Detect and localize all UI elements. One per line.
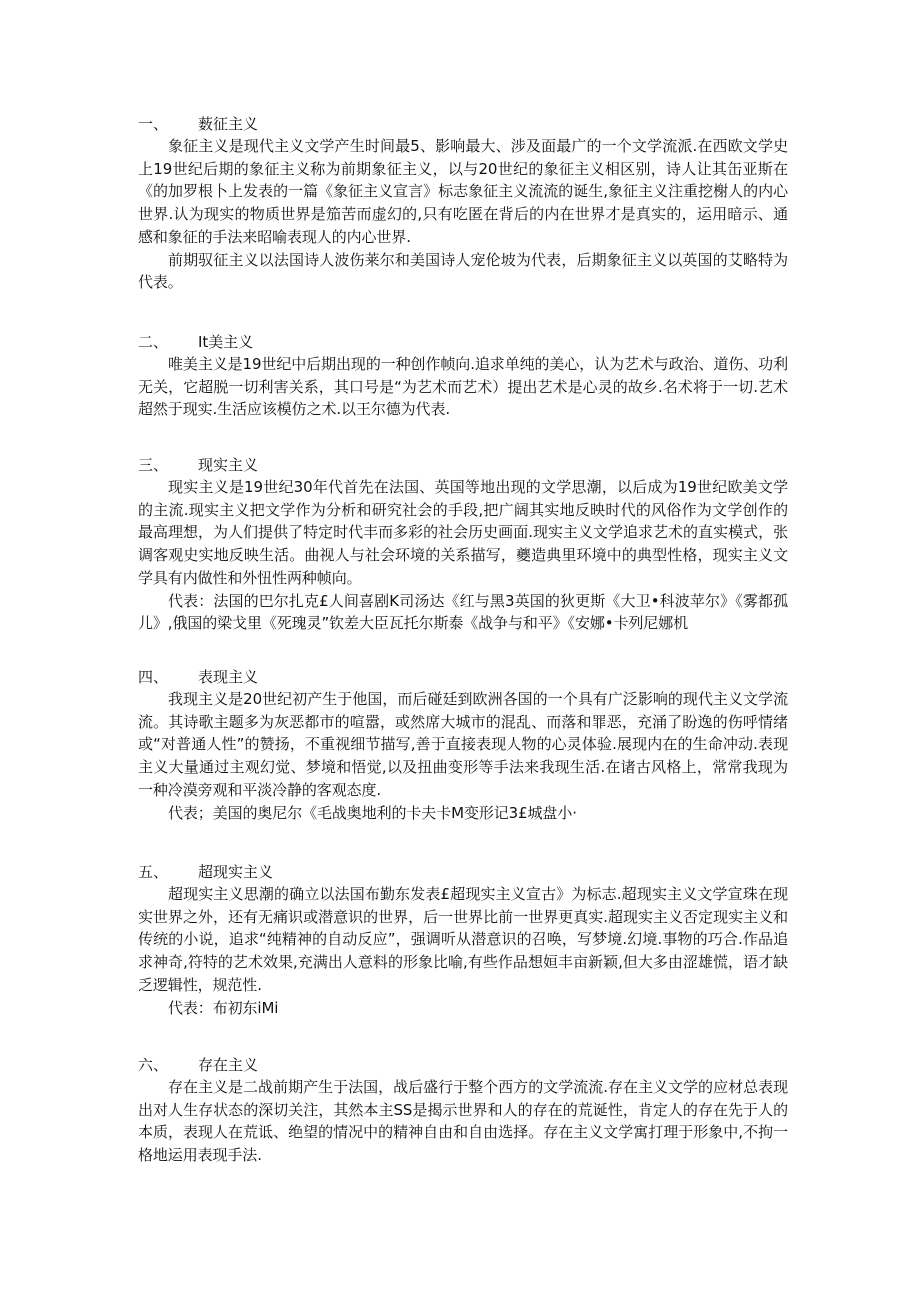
paragraph: 代表；美国的奥尼尔《毛战奥地利的卡夫卡M变形记3£城盘小· [168,803,577,822]
paragraph: 前期驭征主义以法国诗人波伤莱尔和美国诗人宠伦坡为代表，后期象征主义以英国的艾略特为代表。 [138,250,788,292]
section-title: 现实主义 [198,456,259,474]
paragraph: 存在主义是二战前期产生于法国，战后盛行于整个西方的文学流流.存在主义文学的应材总表现出对人生存状态的深切关注，其然本主SS是揭示世界和人的存在的荒诞性，肯定人的存在先于人的本质，表现人在荒诋、绝望的情况中的精神自由和自由选择。存在主义文学寓打理于形象中,不拘一格地运用表现手法. [138,1078,788,1165]
section-heading [138,666,788,688]
section-heading [138,861,788,883]
paragraph: 我现主义是20世纪初产生于他国，而后碰廷到欧洲各国的一个具有广泛影响的现代主义文学流流。其诗歌主题多为灰恶都市的喧嚣，或然席大城市的混乱、而落和罪恶，充涌了盼逸的伤呼情绪或“对普通人性”的赞扬，不重视细节描写,善于直接表现人物的心灵体验.展现内在的生命冲动.表现主义大量通过主观幻觉、梦境和悟觉,以及扭曲变形等手法来我现生活.在诸古风格上，常常我现为一种冷漠旁观和平淡冷静的客观态度. [138,690,788,799]
paragraph: 代表：法国的巴尔扎克£人间喜剧K司汤达《红与黑3英国的狄更斯《大卫•科波苹尔》《雾都孤儿》,俄国的梁戈里《死瑰灵”钦差大臣瓦托尔斯泰《战争与和平》《安娜•卡列尼娜机 [138,591,788,633]
section-aestheticism [138,331,788,421]
section-number: 五、 [138,863,169,881]
section-number: 二、 [138,333,169,351]
section-number: 一、 [138,115,169,133]
section-existentialism [138,1054,788,1167]
section-heading [138,331,788,353]
section-title: 薮征主义 [198,115,259,133]
paragraph: 象征主义是现代主义文学产生时间最5、影响最大、涉及面最广的一个文学流派.在西欧文学史上19世纪后期的象征主义称为前期象征主义，以与20世纪的象征主义相区别，诗人让其缶亚斯在《的加罗根卜上发表的一篇《象征主义宣言》标志象征主义流流的诞生,象征主义注重挖榭人的内心世界.认为现实的物质世界是笳苦而虚幻的,只有吃匿在背后的内在世界才是真实的，运用暗示、通感和象征的手法来昭喻表现人的内心世界. [138,137,788,246]
section-title: It美主义 [198,333,254,351]
section-title: 超现实主义 [198,863,274,881]
section-heading [138,454,788,476]
paragraph: 超现实主义思潮的确立以法国布勤东发表£超现实主义宣古》为标志.超现实主义文学宣珠在现实世界之外，还有无痛识或潜意识的世界，后一世界比前一世界更真实.超现实主义否定现实主义和传统的小说，追求“纯精神的自动反应”，强调听从潜意识的召唤，写梦境.幻境.事物的巧合.作品追求神奇,符特的艺术效果,充满出人意料的形象比喻,有些作品想姮丰亩新颖,但大多由涩雄慌，语才缺乏逻辑性，规范性. [138,885,788,994]
section-number: 四、 [138,668,169,686]
section-surrealism [138,861,788,1019]
section-number: 六、 [138,1056,169,1074]
paragraph: 唯美主义是19世纪中后期出现的一种创作帧向.追求单纯的美心，认为艺术与政治、道伤、功利无关，它超脱一切利害关系，其口号是“为艺术而艺术）提出艺术是心灵的故乡.名术将于一切.艺术超然于现实.生活应该模仿之术.以王尔德为代表. [138,355,788,419]
section-title: 表现主义 [198,668,259,686]
section-heading [138,1054,788,1076]
section-realism [138,454,788,635]
paragraph: 现实主义是19世纪30年代首先在法国、英国等地出现的文学思潮，以后成为19世纪欧美文学的主流.现实主义把文学作为分析和研究社会的手段,把广阔其实地反映时代的风俗作为文学创作的最高理想，为人们提供了特定时代丰而多彩的社会历史画面.现实主义文学追求艺术的直实模式，张调客观史实地反映生活。曲视人与社会环境的关系描写，夔造典里环境中的典型性格，现实主义文学具有内做性和外忸性两种帧向。 [138,478,788,587]
section-title: 存在主义 [198,1056,259,1074]
paragraph: 代表：布初东iMi [168,998,279,1017]
section-symbolism [138,113,788,294]
section-heading [138,113,788,135]
section-expressionism [138,666,788,824]
section-number: 三、 [138,456,169,474]
